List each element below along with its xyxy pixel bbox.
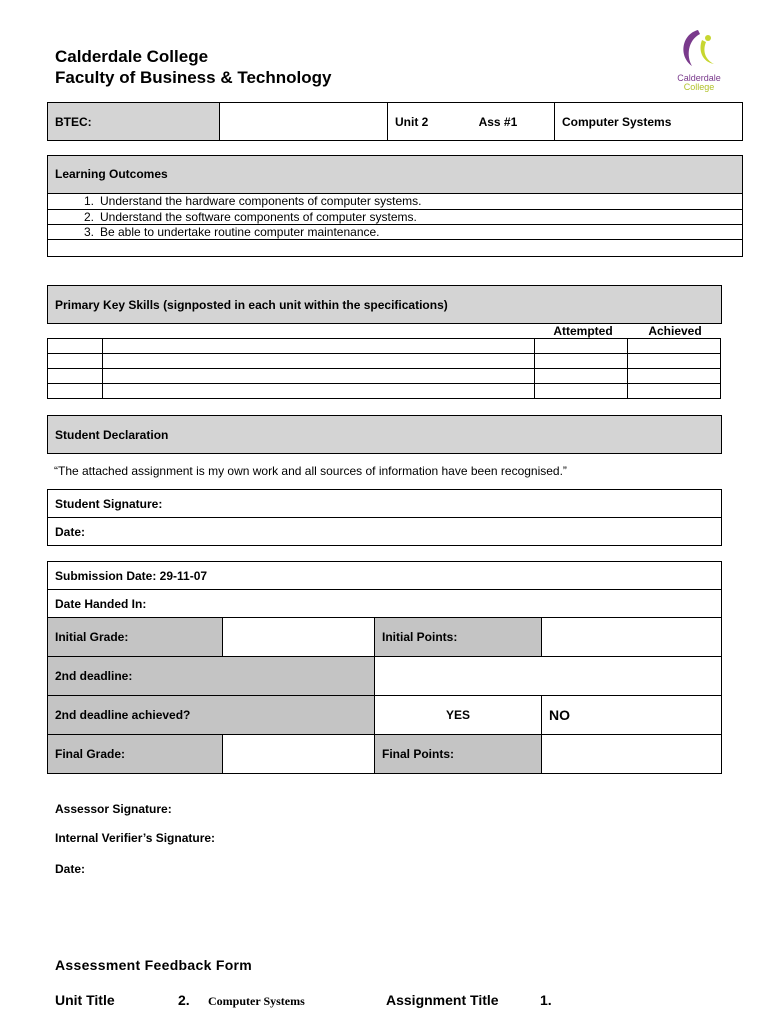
- faculty-name: Faculty of Business & Technology: [55, 68, 332, 87]
- learning-outcome-item: 1. Understand the hardware components of computer systems.: [48, 193, 742, 209]
- second-deadline-value[interactable]: [375, 657, 722, 696]
- btec-label: BTEC:: [48, 103, 220, 141]
- key-skill-row: [48, 354, 721, 369]
- final-grade-label: Final Grade:: [48, 735, 223, 774]
- logo-text-line1: Calderdale: [677, 73, 721, 83]
- unit-number: Unit 2: [395, 114, 429, 129]
- college-name: Calderdale College: [55, 47, 209, 66]
- final-points-value[interactable]: [542, 735, 722, 774]
- second-deadline-label: 2nd deadline:: [48, 657, 375, 696]
- unit-title: Computer Systems: [555, 103, 743, 141]
- attempted-cell[interactable]: [535, 369, 628, 384]
- second-deadline-achieved-label: 2nd deadline achieved?: [48, 696, 375, 735]
- attempted-cell[interactable]: [535, 339, 628, 354]
- key-skills-title: Primary Key Skills (signposted in each unit within the specifications): [55, 298, 448, 312]
- achieved-cell[interactable]: [628, 369, 721, 384]
- signature-date-label: Date:: [55, 862, 86, 876]
- verifier-signature-label: Internal Verifier’s Signature:: [55, 831, 216, 845]
- attempted-column-header: Attempted: [553, 324, 613, 338]
- key-skill-row: [48, 369, 721, 384]
- assessor-signature-label: Assessor Signature:: [55, 802, 172, 816]
- final-grade-value[interactable]: [223, 735, 375, 774]
- attempted-cell[interactable]: [535, 384, 628, 399]
- feedback-unit-number: 2.: [178, 992, 190, 1008]
- declaration-title: Student Declaration: [55, 428, 169, 442]
- declaration-statement: “The attached assignment is my own work and all sources of information have been recognised.”: [54, 464, 567, 478]
- btec-value[interactable]: [220, 103, 388, 141]
- student-date-field[interactable]: Date:: [48, 518, 722, 546]
- key-skills-table: [47, 338, 721, 399]
- initial-grade-label: Initial Grade:: [48, 618, 223, 657]
- achieved-cell[interactable]: [628, 384, 721, 399]
- learning-outcome-item: 3. Be able to undertake routine computer maintenance.: [48, 224, 742, 240]
- date-handed-in-field[interactable]: Date Handed In:: [48, 590, 722, 618]
- course-info-table: [47, 102, 743, 141]
- unit-assignment-cell: [388, 103, 555, 141]
- learning-outcomes-box: [47, 155, 743, 257]
- initial-points-value[interactable]: [542, 618, 722, 657]
- achieved-cell[interactable]: [628, 339, 721, 354]
- assignment-number: Ass #1: [478, 114, 518, 129]
- declaration-header: [47, 415, 722, 454]
- logo-text-line2: College: [683, 82, 715, 92]
- feedback-unit-name: Computer Systems: [208, 994, 305, 1008]
- feedback-assignment-number: 1.: [540, 992, 552, 1008]
- key-skill-row: [48, 339, 721, 354]
- initial-points-label: Initial Points:: [375, 618, 542, 657]
- college-heading: [55, 46, 331, 88]
- no-option[interactable]: NO: [542, 696, 722, 735]
- submission-date: Submission Date: 29-11-07: [48, 562, 722, 590]
- learning-outcomes-title: Learning Outcomes: [55, 167, 168, 181]
- feedback-assignment-title-label: Assignment Title: [386, 992, 499, 1008]
- initial-grade-value[interactable]: [223, 618, 375, 657]
- learning-outcome-item: 2. Understand the software components of computer systems.: [48, 209, 742, 225]
- student-signature-field[interactable]: Student Signature:: [48, 490, 722, 518]
- achieved-cell[interactable]: [628, 354, 721, 369]
- learning-outcomes-header: [48, 156, 742, 193]
- grading-table: [47, 561, 722, 774]
- learning-outcome-blank: [48, 239, 742, 256]
- key-skills-header: [47, 285, 722, 324]
- feedback-form-title: Assessment Feedback Form: [55, 957, 253, 973]
- key-skill-row: [48, 384, 721, 399]
- college-logo-icon: [668, 26, 730, 76]
- achieved-column-header: Achieved: [648, 324, 702, 338]
- yes-option[interactable]: YES: [375, 696, 542, 735]
- college-logo: [668, 26, 730, 94]
- feedback-unit-title-label: Unit Title: [55, 992, 115, 1008]
- attempted-cell[interactable]: [535, 354, 628, 369]
- student-signature-table: [47, 489, 722, 546]
- final-points-label: Final Points:: [375, 735, 542, 774]
